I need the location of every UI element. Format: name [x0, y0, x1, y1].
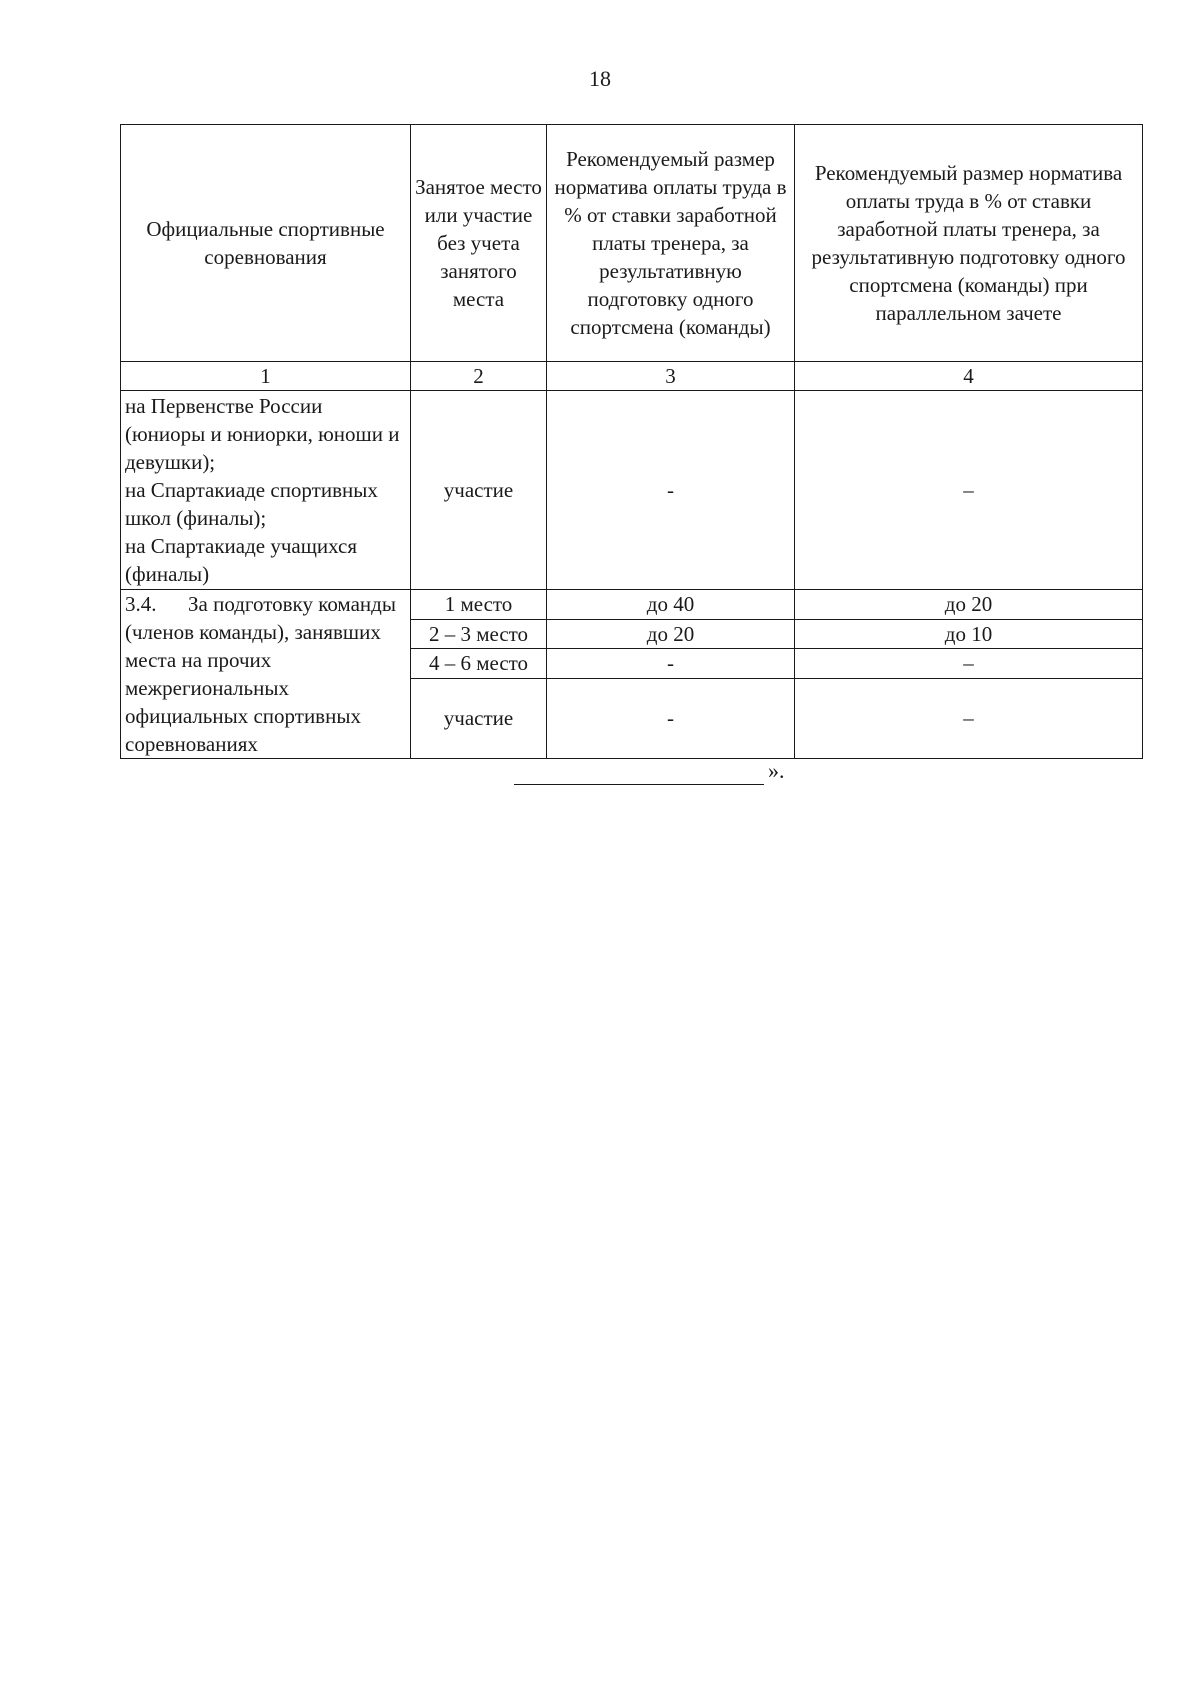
norm-parallel-cell: до 10: [795, 619, 1143, 649]
header-place: Занятое место или участие без учета занятого места: [411, 125, 547, 362]
place-cell: 1 место: [411, 590, 547, 620]
column-number: 3: [547, 362, 795, 391]
norm-parallel-cell: –: [795, 391, 1143, 590]
header-norm: Рекомендуемый размер норматива оплаты труда в % от ставки заработной платы тренера, за результативную подготовку одного спортсмена (команды): [547, 125, 795, 362]
column-number: 4: [795, 362, 1143, 391]
norm-cell: -: [547, 391, 795, 590]
place-cell: участие: [411, 678, 547, 758]
norm-cell: -: [547, 649, 795, 679]
place-cell: 2 – 3 место: [411, 619, 547, 649]
norm-cell: -: [547, 678, 795, 758]
section-title: За подготовку команды (членов команды), занявших места на прочих межрегиональных официальных спортивных соревнованиях: [125, 592, 396, 756]
competition-line: на Спартакиаде спортивных школ (финалы);: [125, 478, 378, 530]
norms-table: [120, 124, 1143, 759]
page-number: 18: [589, 66, 611, 91]
header-competitions: Официальные спортивные соревнования: [121, 125, 411, 362]
place-cell: участие: [411, 391, 547, 590]
norm-cell: до 20: [547, 619, 795, 649]
norm-parallel-cell: до 20: [795, 590, 1143, 620]
closing-quote: ».: [768, 758, 785, 783]
norm-cell: до 40: [547, 590, 795, 620]
closing-underline: [514, 760, 764, 785]
norm-parallel-cell: –: [795, 678, 1143, 758]
norm-parallel-cell: –: [795, 649, 1143, 679]
header-row: [121, 125, 1143, 362]
table-row: [121, 391, 1143, 590]
place-cell: 4 – 6 место: [411, 649, 547, 679]
section-number: 3.4.: [125, 592, 157, 616]
competition-line: на Спартакиаде учащихся (финалы): [125, 534, 358, 586]
column-number: 2: [411, 362, 547, 391]
header-norm-parallel: Рекомендуемый размер норматива оплаты труда в % от ставки заработной платы тренера, за результативную подготовку одного спортсмена (команды) при параллельном зачете: [795, 125, 1143, 362]
column-numbers-row: [121, 362, 1143, 391]
column-number: 1: [121, 362, 411, 391]
competition-cell: [121, 590, 411, 759]
competition-line: на Первенстве России (юниоры и юниорки, юноши и девушки);: [125, 394, 400, 474]
table-row: [121, 590, 1143, 620]
competition-cell: [121, 391, 411, 590]
